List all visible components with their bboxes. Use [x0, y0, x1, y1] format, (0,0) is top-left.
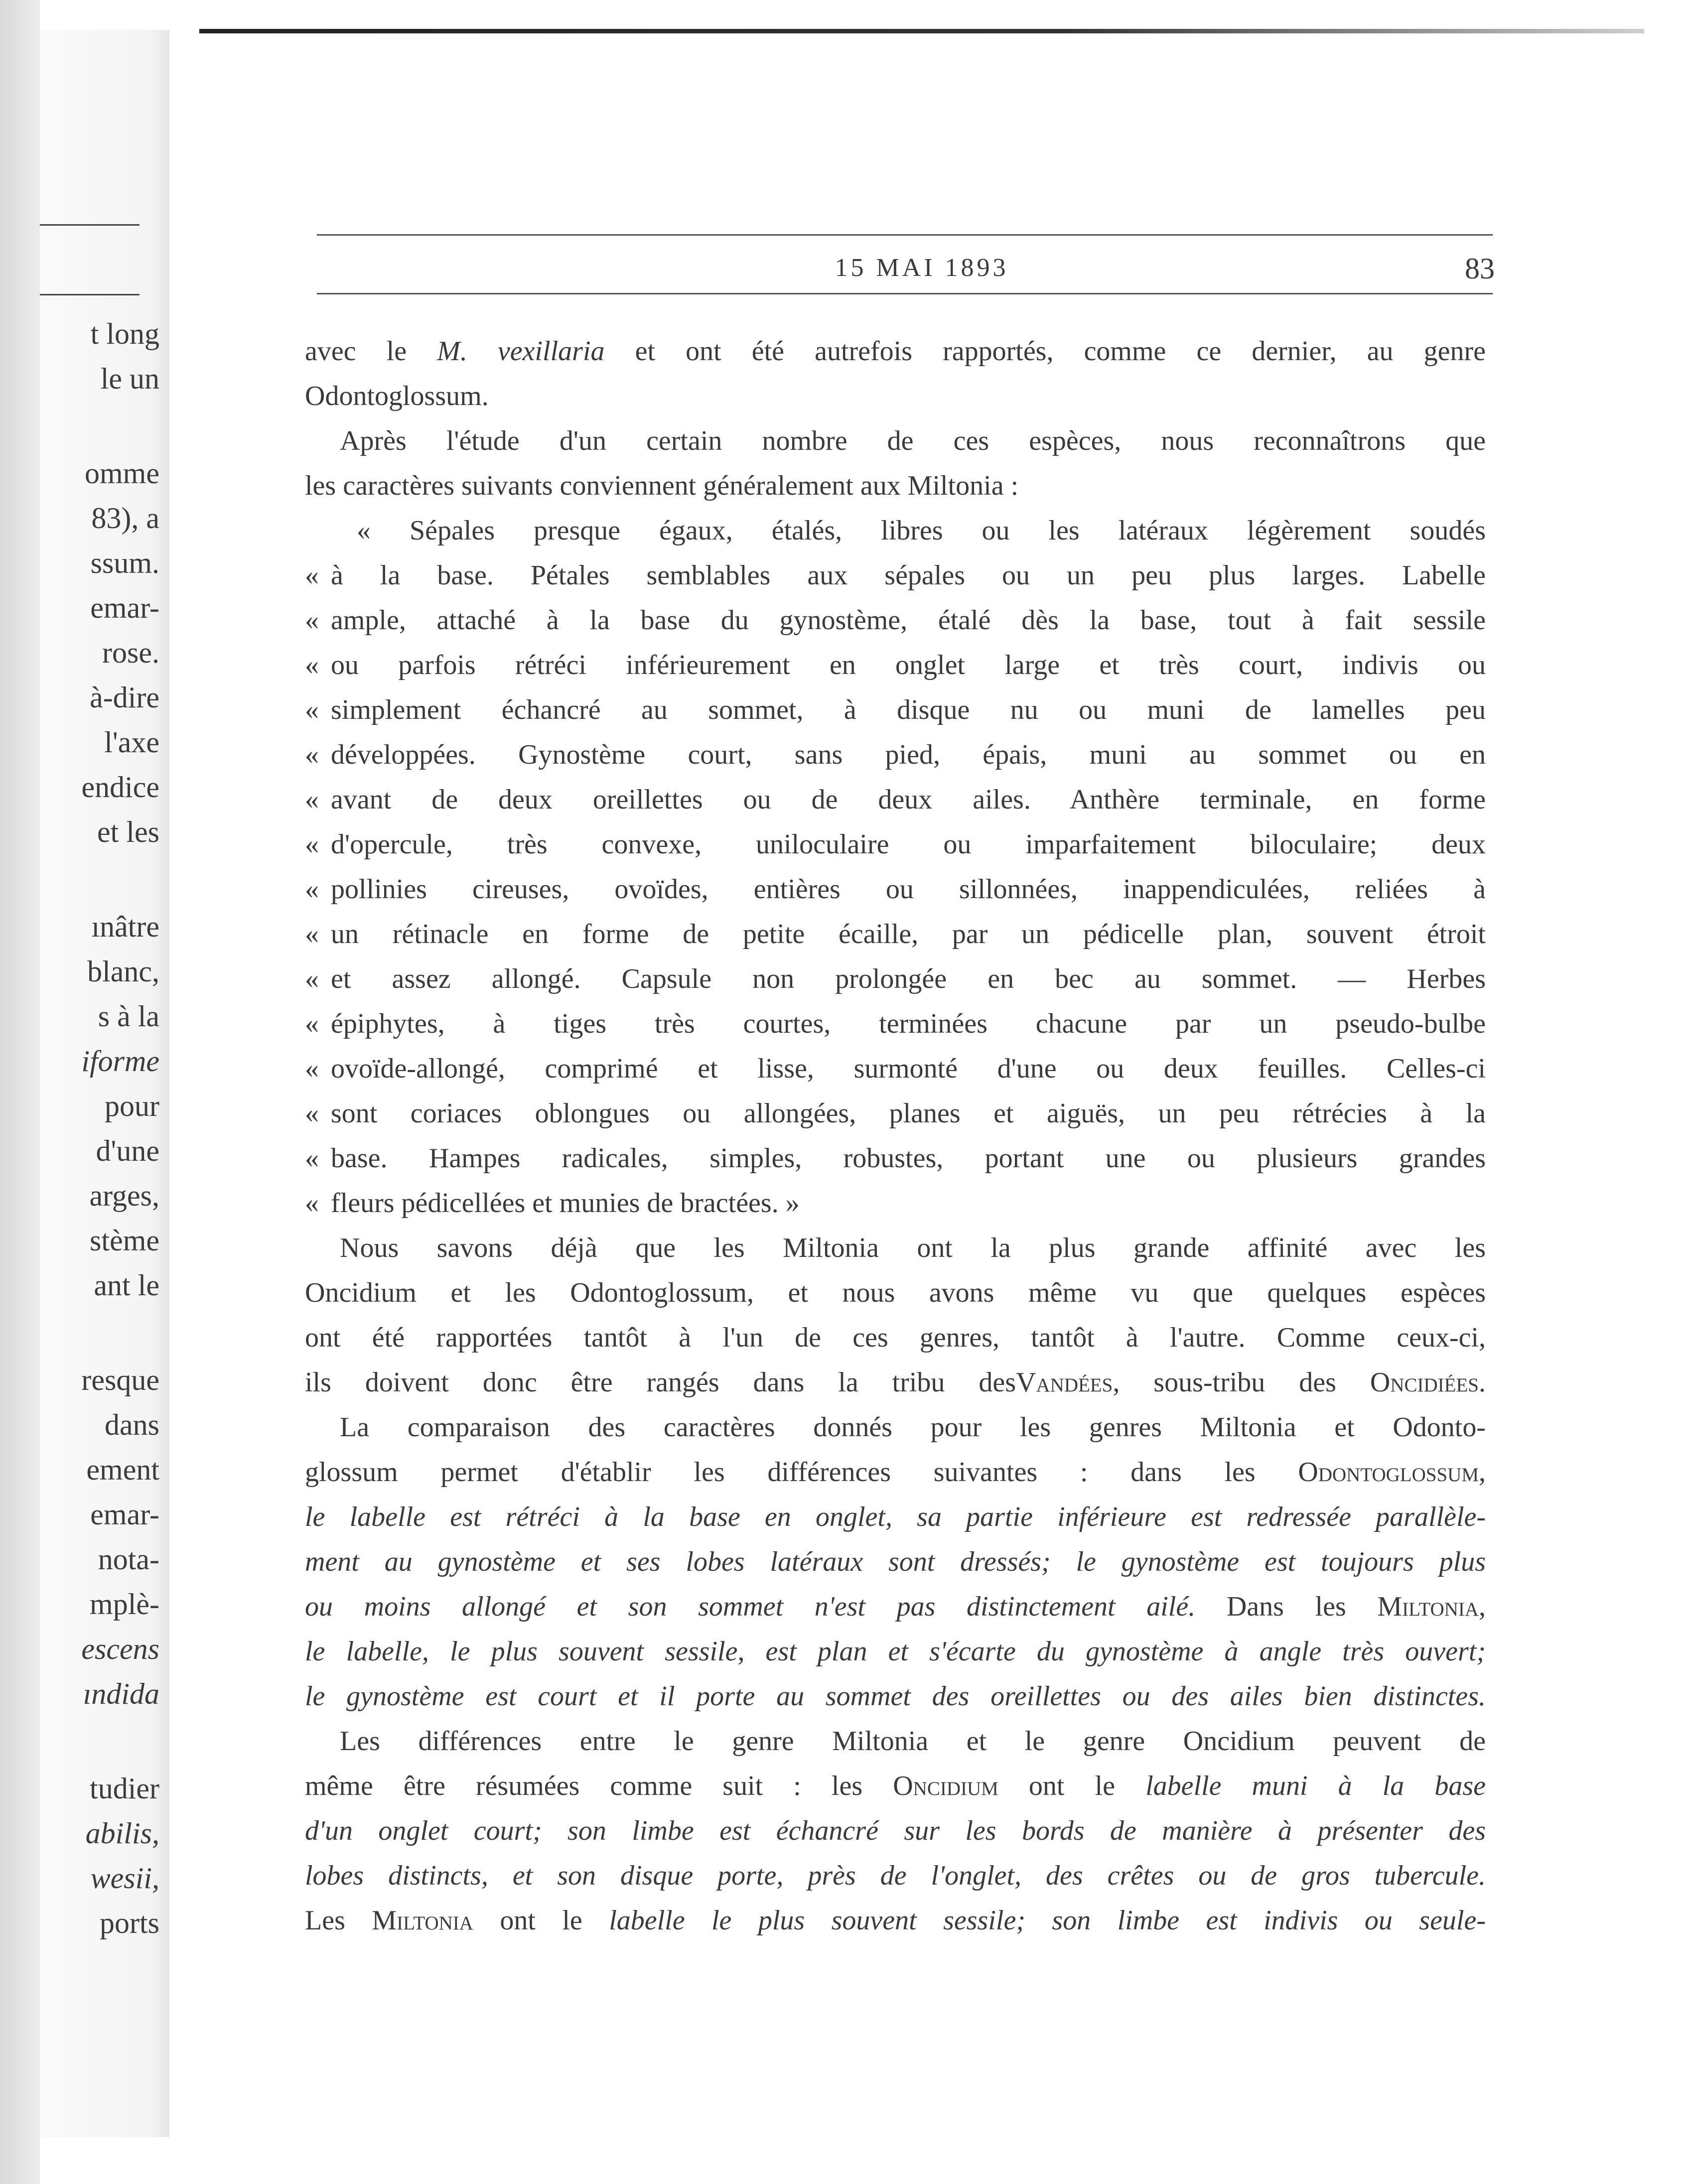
text-run: simplement échancré au sommet, à disque nu ou muni de lamelles peu	[331, 694, 1486, 725]
small-caps-run: Odontoglossum	[1298, 1457, 1479, 1488]
text-run: .	[1478, 1367, 1486, 1398]
small-caps-run: Miltonia	[372, 1905, 473, 1936]
previous-page-fragment: abilis,	[85, 1817, 159, 1850]
text-run: sont coriaces oblongues ou allongées, planes et aiguës, un peu rétrécies à la	[331, 1098, 1486, 1129]
text-run: glossum permet d'établir les différences suivantes : dans les	[305, 1457, 1298, 1488]
text-run: ils doivent donc être rangés dans la tribu des	[305, 1367, 1016, 1398]
previous-page-fragment: dans	[105, 1408, 159, 1441]
text-line	[305, 822, 1486, 867]
previous-page-fragment: d'une	[96, 1134, 159, 1167]
italic-run: ou moins allongé et son sommet n'est pas distinctement ailé.	[305, 1591, 1196, 1622]
text-line	[305, 687, 1486, 732]
text-line	[305, 1719, 1486, 1764]
text-line	[305, 1764, 1486, 1808]
text-line	[305, 867, 1486, 912]
text-line	[305, 1001, 1486, 1046]
previous-page-fragment: resque	[81, 1364, 159, 1396]
text-line	[305, 1584, 1486, 1629]
text-run: développées. Gynostème court, sans pied, épais, muni au sommet ou en	[331, 739, 1486, 770]
small-caps-run: Oncidium	[893, 1771, 998, 1801]
text-run: ,	[1479, 1591, 1486, 1622]
text-line	[305, 463, 1486, 508]
text-line	[305, 374, 1486, 418]
text-run: à la base. Pétales semblables aux sépales ou un peu plus larges. Labelle	[331, 560, 1486, 591]
italic-run: le labelle, le plus souvent sessile, est plan et s'écarte du gynostème à angle très ouvert;	[305, 1636, 1486, 1667]
text-line	[305, 553, 1486, 598]
text-run: ,	[1479, 1457, 1486, 1488]
text-run: même être résumées comme suit : les	[305, 1771, 893, 1801]
text-run: Nous savons déjà que les Miltonia ont la plus grande affinité avec les	[340, 1232, 1486, 1263]
text-line	[305, 1181, 1486, 1226]
text-run: , sous-tribu des	[1113, 1367, 1370, 1398]
text-line	[305, 1315, 1486, 1360]
previous-page-fragment: ement	[86, 1453, 159, 1486]
text-run: Les	[305, 1905, 372, 1936]
text-run: avec le	[305, 336, 437, 367]
text-line	[305, 1853, 1486, 1898]
text-run: Odontoglossum.	[305, 381, 489, 411]
text-run: ont le	[998, 1771, 1146, 1801]
small-caps-run: Oncidiées	[1370, 1367, 1479, 1398]
text-run: ovoïde-allongé, comprimé et lisse, surmonté d'une ou deux feuilles. Celles-ci	[331, 1053, 1486, 1084]
text-run: ou parfois rétréci inférieurement en onglet large et très court, indivis ou	[331, 650, 1486, 681]
text-line	[305, 1539, 1486, 1584]
text-run: avant de deux oreillettes ou de deux ailes. Anthère terminale, en forme	[331, 784, 1486, 815]
previous-page-fragment: pour	[105, 1090, 159, 1122]
header-rule-bottom	[317, 293, 1493, 294]
text-run: ont le	[473, 1905, 609, 1936]
text-line	[305, 912, 1486, 956]
previous-page-fragment: iforme	[81, 1045, 159, 1078]
text-line	[305, 956, 1486, 1001]
previous-page-fragment: emar-	[90, 1498, 159, 1531]
previous-page-fragment: ınâtre	[91, 910, 159, 943]
text-line	[305, 1495, 1486, 1539]
body-text	[305, 329, 1486, 1943]
previous-page-fragment: nota-	[98, 1543, 159, 1576]
text-run: les caractères suivants conviennent généralement aux Miltonia :	[305, 470, 1019, 501]
previous-page-fragment: ports	[100, 1907, 159, 1939]
italic-run: lobes distincts, et son disque porte, près de l'onglet, des crêtes ou de gros tubercule.	[305, 1860, 1486, 1891]
previous-page-fragment: s à la	[98, 1000, 159, 1033]
text-run: et ont été autrefois rapportés, comme ce dernier, au genre	[604, 336, 1486, 367]
text-run: Après l'étude d'un certain nombre de ces espèces, nous reconnaîtrons que	[340, 425, 1486, 456]
text-line	[305, 1046, 1486, 1091]
previous-page-fragment: t long	[90, 317, 159, 350]
page-number: 83	[1465, 252, 1495, 285]
previous-page-fragment: endice	[81, 771, 159, 804]
text-run: Les différences entre le genre Miltonia et le genre Oncidium peuvent de	[340, 1726, 1486, 1757]
book-gutter	[0, 0, 40, 2184]
text-run: épiphytes, à tiges très courtes, terminées chacune par un pseudo-bulbe	[331, 1008, 1486, 1039]
previous-page-rule	[40, 224, 140, 226]
previous-page-fragment: ant le	[94, 1269, 159, 1302]
previous-page-fragment: mplè-	[90, 1588, 159, 1621]
text-line	[305, 1405, 1486, 1450]
text-line	[305, 1629, 1486, 1674]
previous-page-fragment: ssum.	[90, 546, 159, 579]
text-run: Dans les	[1195, 1591, 1378, 1622]
previous-page-fragment: 83), a	[91, 502, 159, 535]
text-run: « Sépales presque égaux, étalés, libres ou les latéraux légèrement soudés	[357, 515, 1486, 546]
previous-page-fragment: rose.	[102, 636, 159, 669]
italic-run: labelle le plus souvent sessile; son limbe est indivis ou seule-	[609, 1905, 1486, 1936]
previous-page-fragment: emar-	[90, 591, 159, 624]
italic-run: labelle muni à la base	[1145, 1771, 1486, 1801]
italic-run: le gynostème est court et il porte au sommet des oreillettes ou des ailes bien distinctes.	[305, 1681, 1486, 1712]
previous-page-fragment: arges,	[89, 1179, 159, 1212]
text-line	[305, 643, 1486, 687]
text-line	[305, 1808, 1486, 1853]
previous-page-fragment: omme	[85, 457, 159, 490]
previous-page-fragment: à-dire	[90, 681, 159, 714]
text-line	[305, 1360, 1486, 1405]
previous-page-edge	[40, 30, 169, 2137]
previous-page-fragment: escens	[81, 1633, 159, 1665]
text-run: fleurs pédicellées et munies de bractées. »	[331, 1188, 800, 1219]
previous-page-fragment: wesii,	[90, 1862, 159, 1895]
header-rule-top	[317, 234, 1493, 236]
text-run: Oncidium et les Odontoglossum, et nous avons même vu que quelques espèces	[305, 1277, 1486, 1308]
previous-page-rule	[40, 294, 140, 295]
text-line	[305, 329, 1486, 374]
italic-run: d'un onglet court; son limbe est échancré sur les bords de manière à présenter des	[305, 1815, 1486, 1846]
text-run: et assez allongé. Capsule non prolongée en bec au sommet. — Herbes	[331, 963, 1486, 994]
previous-page-fragment: tudier	[90, 1772, 159, 1805]
italic-run: le labelle est rétréci à la base en onglet, sa partie inférieure est redressée parallèle-	[305, 1502, 1486, 1532]
running-head: 15 MAI 1893	[835, 254, 1009, 282]
page-top-shadow	[199, 29, 1644, 33]
text-line	[305, 418, 1486, 463]
text-run: base. Hampes radicales, simples, robustes, portant une ou plusieurs grandes	[331, 1143, 1486, 1174]
text-line	[305, 1091, 1486, 1136]
previous-page-fragment: blanc,	[87, 955, 159, 988]
text-line	[305, 1226, 1486, 1270]
previous-page-fragment: et les	[97, 816, 159, 848]
previous-page-fragment: l'axe	[104, 726, 159, 759]
previous-page-fragment: le un	[100, 362, 159, 395]
text-line	[305, 598, 1486, 643]
text-line	[305, 1136, 1486, 1181]
text-run: La comparaison des caractères donnés pour les genres Miltonia et Odonto-	[340, 1412, 1486, 1443]
italic-run: ment au gynostème et ses lobes latéraux sont dressés; le gynostème est toujours plus	[305, 1546, 1486, 1577]
text-run: d'opercule, très convexe, uniloculaire ou imparfaitement biloculaire; deux	[331, 829, 1486, 860]
small-caps-run: Vandées	[1016, 1367, 1113, 1398]
text-run: un rétinacle en forme de petite écaille, par un pédicelle plan, souvent étroit	[331, 919, 1486, 950]
italic-run: M. vexillaria	[437, 336, 605, 367]
small-caps-run: Miltonia	[1377, 1591, 1479, 1622]
text-run: pollinies cireuses, ovoïdes, entières ou sillonnées, inappendiculées, reliées à	[331, 874, 1486, 905]
text-line	[305, 1674, 1486, 1719]
previous-page-fragment: stème	[90, 1224, 159, 1257]
text-line	[305, 777, 1486, 822]
text-line	[305, 508, 1486, 553]
text-line	[305, 1898, 1486, 1943]
text-line	[305, 732, 1486, 777]
text-run: ample, attaché à la base du gynostème, étalé dès la base, tout à fait sessile	[331, 605, 1486, 636]
text-line	[305, 1270, 1486, 1315]
text-line	[305, 1450, 1486, 1495]
previous-page-fragment: ındida	[83, 1677, 159, 1710]
text-run: ont été rapportées tantôt à l'un de ces genres, tantôt à l'autre. Comme ceux-ci,	[305, 1322, 1486, 1353]
